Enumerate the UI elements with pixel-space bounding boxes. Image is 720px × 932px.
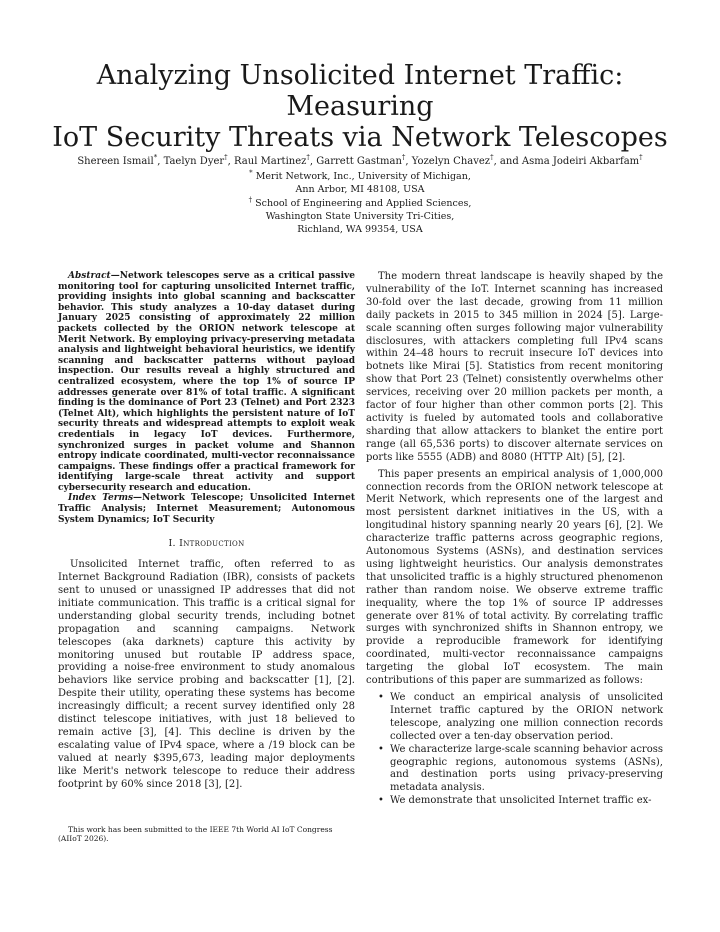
affiliation-wsu: † School of Engineering and Applied Sciences, Washington State University Tri-Cities, Richland, WA 99354, USA [248,195,472,235]
paragraph: This paper presents an empirical analysis of 1,000,000 connection records from the ORION network telescope at Merit Network, which represents one of the largest and most persistent darknet initiatives in the US, with a longitudinal history spanning nearly 20 years [6], [2]. We characterize traffic patterns across geographic regions, Autonomous Systems (ASNs), and destination services using lightweight heuristics. Our analysis demonstrates that unsolicited traffic is a highly structured phenomenon rather than random noise. We observe extreme traffic inequality, where the top 1% of source IP addresses generate over 81% of total activity. By correlating traffic surges with synchronized shifts in Shannon entropy, we provide a reproducible framework for identifying coordinated, multi-vector reconnaissance campaigns targeting the global IoT ecosystem. The main contributions of this paper are summarized as follows: [366,468,663,687]
author: Asma Jodeiri Akbarfam† [521,153,643,167]
paragraph: Unsolicited Internet traffic, often referred to as Internet Background Radiation (IBR), consists of packets sent to unused or unassigned IP addresses that did not initiate communication. This traffic is a critical signal for understanding global security trends, including botnet propagation and scanning campaigns. Network telescopes (aka darknets) capture this activity by monitoring unused but routable IP address space, providing a noise-free environment to study anomalous behaviors like service probing and backscatter [1], [2]. Despite their utility, operating these systems has become increasingly difficult; a recent survey identified only 28 distinct telescope initiatives, with just 18 believed to remain active [3], [4]. This decline is driven by the escalating value of IPv4 space, where a /19 block can be valued at nearly $395,673, leading major deployments like Merit's network telescope to reduce their address footprint by 60% since 2018 [3], [2]. [58,559,355,790]
author: Yozelyn Chavez†, and [411,153,522,167]
author: Shereen Ismail*, [77,153,164,167]
list-item: • We demonstrate that unsolicited Internet traffic ex- [378,795,652,807]
title-line-2: IoT Security Threats via Network Telescopes [52,122,668,153]
contributions-list [366,692,663,808]
footnote: This work has been submitted to the IEEE 7th World AI IoT Congress (AIIoT 2026). [58,825,333,843]
author-list [40,155,680,169]
right-column [366,271,663,808]
list-item: • We conduct an empirical analysis of unsolicited Internet traffic captured by the ORION network telescope, analyzing one million connection records collected over a ten-day observation period. [378,692,663,742]
left-column [58,271,355,795]
index-terms: Index Terms—Network Telescope; Unsolicited Internet Traffic Analysis; Internet Measurement; Autonomous System Dynamics; IoT Security [58,493,355,525]
author: Raul Martinez†, [234,153,317,167]
list-item: • We characterize large-scale scanning behavior across geographic regions, autonomous systems (ASNs), and destination ports using privacy-preserving metadata analysis. [378,743,663,794]
paragraph: The modern threat landscape is heavily shaped by the vulnerability of the IoT. Internet scanning has increased 30-fold over the last decade, growing from 11 million daily packets in 2015 to 345 million in 2024 [5]. Large-scale scanning often surges following major vulnerability disclosures, with attackers completing full IPv4 scans within 24–48 hours to recruit insecure IoT devices into botnets like Mirai [5]. Statistics from recent monitoring show that Port 23 (Telnet) consistently overwhelms other services, receiving over 20 million packets per month, a factor of four higher than other common ports [2]. This activity is fueled by automated tools and collaborative sharding that allow attackers to blanket the entire port range (all 65,536 ports) to discover alternate services on ports like 5555 (ADB) and 8080 (HTTP Alt) [5], [2]. [366,271,663,463]
abstract: Abstract—Network telescopes serve as a critical passive monitoring tool for capturing unsolicited Internet traffic, providing insights into global scanning and backscatter behavior. This study analyzes a 10-day dataset during January 2025 consisting of approximately 22 million packets collected by the ORION network telescope at Merit Network. By employing privacy-preserving metadata analysis and lightweight behavioral heuristics, we identify scanning and backscatter patterns without payload inspection. Our results reveal a highly structured and centralized ecosystem, where the top 1% of source IP addresses generate over 81% of total traffic. A significant finding is the dominance of Port 23 (Telnet) and Port 2323 (Telnet Alt), which highlights the persistent nature of IoT security threats and widespread attempts to exploit weak credentials in legacy IoT devices. Furthermore, synchronized surges in packet volume and Shannon entropy indicate coordinated, multi-vector reconnaissance campaigns. These findings offer a practical framework for identifying large-scale threat activity and support cybersecurity research and education. [58,271,355,493]
affiliation-merit: * Merit Network, Inc., University of Michigan, Ann Arbor, MI 48108, USA [249,168,471,195]
section-heading-introduction: I. Introduction [168,538,245,550]
author: Taelyn Dyer†, [163,153,235,167]
paper-title [40,60,680,153]
author: Garrett Gastman†, [316,153,412,167]
title-line-1: Analyzing Unsolicited Internet Traffic: Measuring [96,60,624,122]
